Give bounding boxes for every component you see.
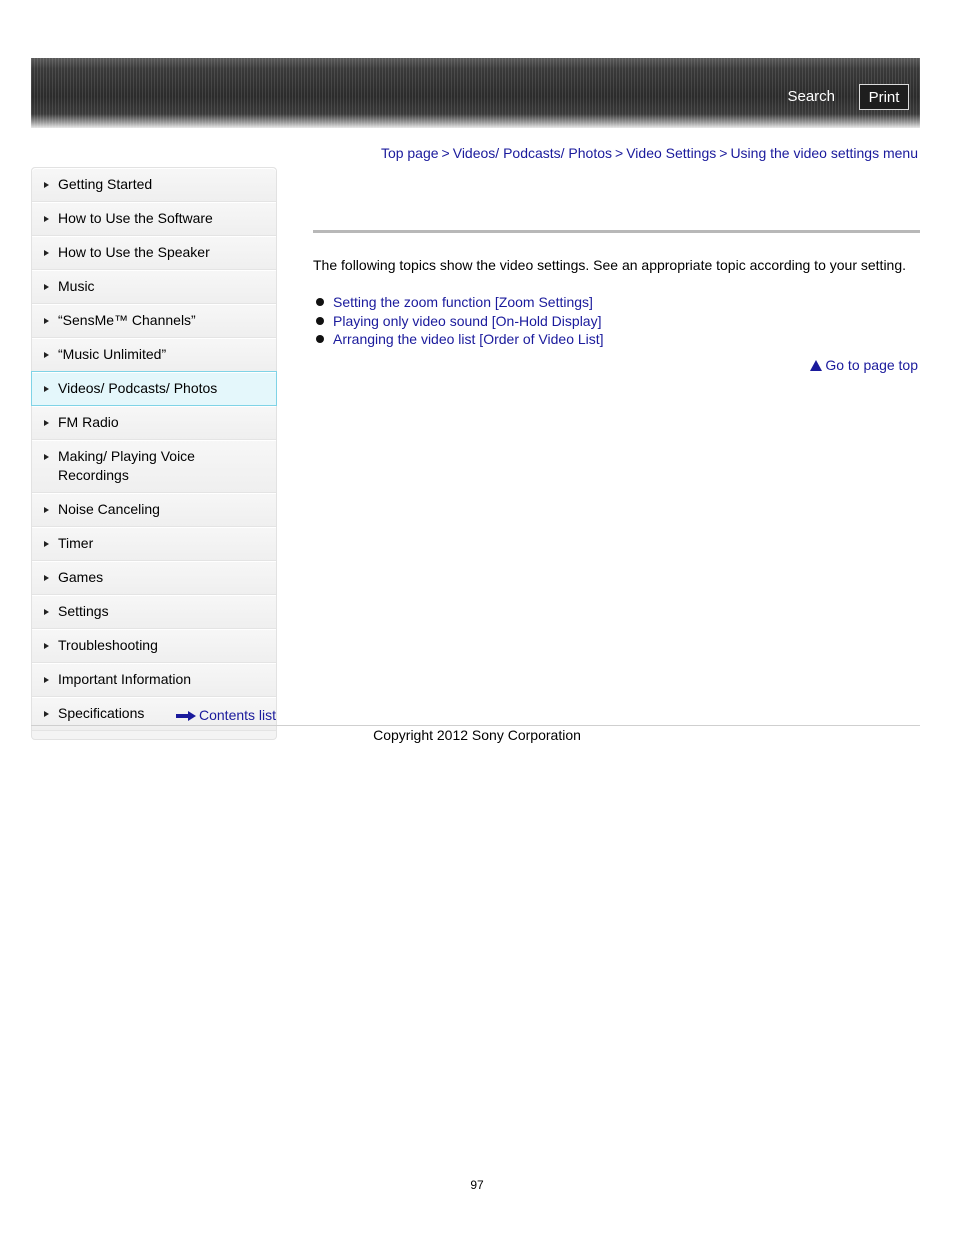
sidebar-item-videos-podcasts-photos[interactable] — [31, 371, 277, 406]
header-banner — [31, 58, 920, 128]
sidebar-item-label: How to Use the Software — [58, 210, 213, 226]
sidebar-item-troubleshooting[interactable] — [32, 629, 276, 663]
triangle-right-icon — [44, 575, 49, 581]
triangle-right-icon — [44, 711, 49, 717]
sidebar-item-software[interactable] — [32, 202, 276, 236]
sidebar-item-getting-started[interactable] — [32, 168, 276, 202]
sidebar-item-label: Noise Canceling — [58, 501, 160, 517]
sidebar-nav — [31, 167, 277, 740]
sidebar-item-label: Settings — [58, 603, 109, 619]
triangle-right-icon — [44, 318, 49, 324]
topic-link-order-of-video-list[interactable]: Arranging the video list [Order of Video List] — [333, 331, 604, 347]
contents-list-label: Contents list — [199, 707, 277, 723]
triangle-right-icon — [44, 386, 49, 392]
sidebar-item-music[interactable] — [32, 270, 276, 304]
sidebar-item-label: How to Use the Speaker — [58, 244, 210, 260]
sidebar-item-label: Timer — [58, 535, 94, 551]
breadcrumb-top-page[interactable]: Top page — [380, 145, 439, 161]
breadcrumb-separator: > — [719, 145, 728, 161]
triangle-right-icon — [44, 454, 49, 460]
sidebar-item-speaker[interactable] — [32, 236, 276, 270]
topic-list — [313, 293, 604, 349]
bullet-icon — [316, 335, 324, 343]
sidebar-item-label: Troubleshooting — [58, 637, 158, 653]
breadcrumb-videos-podcasts-photos[interactable]: Videos/ Podcasts/ Photos — [452, 145, 613, 161]
sidebar-item-label: Games — [58, 569, 104, 585]
sidebar-item-fm-radio[interactable] — [32, 406, 276, 440]
sidebar-item-label: Important Information — [58, 671, 192, 687]
list-item — [313, 312, 604, 331]
print-button[interactable]: Print — [859, 84, 909, 110]
triangle-right-icon — [44, 284, 49, 290]
triangle-right-icon — [44, 609, 49, 615]
sidebar-item-label: Making/ Playing Voice Recordings — [58, 448, 195, 483]
breadcrumb-separator: > — [441, 145, 450, 161]
bullet-icon — [316, 317, 324, 325]
go-to-page-top-label: Go to page top — [825, 357, 918, 373]
triangle-right-icon — [44, 216, 49, 222]
sidebar-item-voice-recordings[interactable] — [32, 440, 276, 493]
sidebar-item-sensme-channels[interactable] — [32, 304, 276, 338]
topic-link-on-hold-display[interactable]: Playing only video sound [On-Hold Display] — [333, 312, 602, 329]
triangle-right-icon — [44, 541, 49, 547]
triangle-right-icon — [44, 352, 49, 358]
bullet-icon — [316, 298, 324, 306]
triangle-right-icon — [44, 677, 49, 683]
list-item — [313, 293, 604, 312]
sidebar-item-label: Music — [58, 278, 95, 294]
triangle-right-icon — [44, 250, 49, 256]
topic-link-zoom-settings[interactable]: Setting the zoom function [Zoom Settings] — [333, 294, 593, 310]
sidebar-item-label: FM Radio — [58, 414, 119, 430]
copyright-text: Copyright 2012 Sony Corporation — [373, 727, 581, 743]
page-number: 97 — [470, 1178, 484, 1192]
sidebar-item-games[interactable] — [32, 561, 276, 595]
triangle-right-icon — [44, 643, 49, 649]
sidebar-item-label: Getting Started — [58, 176, 153, 192]
sidebar-item-label: Specifications — [58, 705, 145, 721]
footer-divider — [31, 725, 920, 726]
triangle-up-icon — [810, 360, 822, 371]
sidebar-item-settings[interactable] — [32, 595, 276, 629]
triangle-right-icon — [44, 182, 49, 188]
title-divider — [313, 230, 920, 233]
breadcrumb-current-page[interactable]: Using the video settings menu — [730, 145, 918, 161]
search-link[interactable]: Search — [787, 88, 835, 105]
intro-text: The following topics show the video settings. See an appropriate topic according to your setting. — [313, 257, 907, 273]
go-to-page-top-link[interactable] — [810, 357, 918, 373]
list-item — [313, 330, 604, 349]
triangle-right-icon — [44, 420, 49, 426]
sidebar-item-label: Videos/ Podcasts/ Photos — [58, 380, 218, 396]
sidebar-item-music-unlimited[interactable] — [32, 338, 276, 372]
breadcrumb — [381, 145, 918, 161]
sidebar-item-timer[interactable] — [32, 527, 276, 561]
sidebar-item-label: “Music Unlimited” — [58, 346, 167, 362]
arrow-right-icon — [176, 711, 196, 721]
sidebar-item-important-information[interactable] — [32, 663, 276, 697]
sidebar-item-label: “SensMe™ Channels” — [58, 312, 196, 328]
breadcrumb-video-settings[interactable]: Video Settings — [626, 145, 717, 161]
sidebar-item-noise-canceling[interactable] — [32, 493, 276, 527]
contents-list-link[interactable] — [176, 707, 276, 723]
breadcrumb-separator: > — [615, 145, 624, 161]
triangle-right-icon — [44, 507, 49, 513]
